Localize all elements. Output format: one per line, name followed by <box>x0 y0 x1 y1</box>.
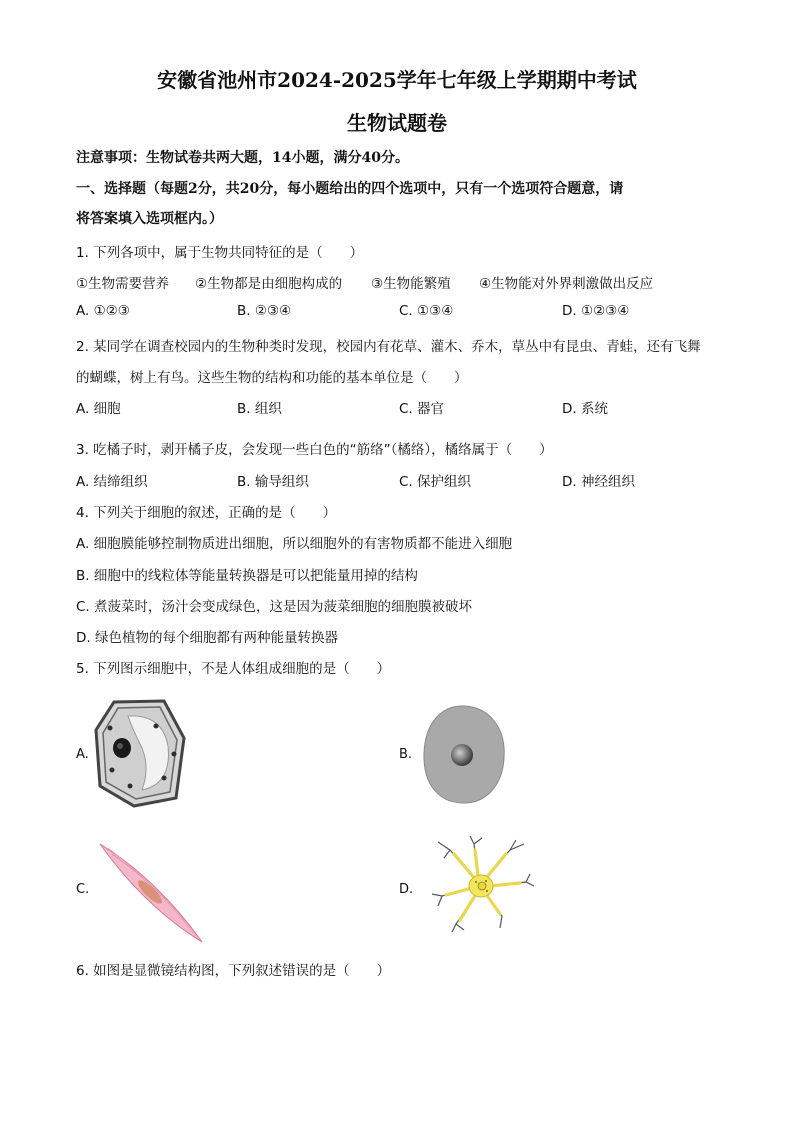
plant-cell-image <box>92 698 188 808</box>
section-heading-line1: 一、选择题（每题2分，共20分，每小题给出的四个选项中，只有一个选项符合题意，请 <box>76 181 624 197</box>
q2-option-b: B. 组织 <box>237 401 282 417</box>
muscle-cell-image <box>98 840 204 944</box>
section-heading-line2: 将答案填入选项框内。） <box>76 211 223 227</box>
q5-stem: 5. 下列图示细胞中，不是人体组成细胞的是（ ） <box>76 661 391 677</box>
q1-item-4: ④生物能对外界刺激做出反应 <box>479 276 654 292</box>
q5-label-a: A. <box>76 747 89 762</box>
q3-option-a: A. 结缔组织 <box>76 474 148 490</box>
q2-option-d: D. 系统 <box>562 401 608 417</box>
q2-option-a: A. 细胞 <box>76 401 121 417</box>
q2-stem-line2: 的蝴蝶，树上有鸟。这些生物的结构和功能的基本单位是（ ） <box>76 370 468 386</box>
q4-option-d: D. 绿色植物的每个细胞都有两种能量转换器 <box>76 630 338 646</box>
q1-item-2: ②生物都是由细胞构成的 <box>195 276 343 292</box>
page-subtitle: 生物试题卷 <box>347 111 447 135</box>
q4-option-a: A. 细胞膜能够控制物质进出细胞，所以细胞外的有害物质都不能进入细胞 <box>76 536 513 552</box>
q1-item-1: ①生物需要营养 <box>76 276 170 292</box>
page-title: 安徽省池州市2024-2025学年七年级上学期期中考试 <box>157 68 637 92</box>
q2-stem-line1: 2. 某同学在调查校园内的生物种类时发现，校园内有花草、灌木、乔木，草丛中有昆虫、青蛙，还有飞舞 <box>76 339 701 355</box>
q1-stem: 1. 下列各项中，属于生物共同特征的是（ ） <box>76 245 364 261</box>
q5-label-d: D. <box>399 882 414 897</box>
notice: 注意事项：生物试卷共两大题，14小题，满分40分。 <box>76 150 409 166</box>
q3-option-b: B. 输导组织 <box>237 474 309 490</box>
q6-stem: 6. 如图是显微镜结构图，下列叙述错误的是（ ） <box>76 963 391 979</box>
q4-option-c: C. 煮菠菜时，汤汁会变成绿色，这是因为菠菜细胞的细胞膜被破坏 <box>76 599 473 615</box>
q5-label-c: C. <box>76 882 90 897</box>
q1-option-c: C. ①③④ <box>399 303 454 319</box>
q5-label-b: B. <box>399 747 413 762</box>
q3-option-c: C. 保护组织 <box>399 474 472 490</box>
round-cell-image <box>420 703 508 807</box>
q1-option-d: D. ①②③④ <box>562 303 630 319</box>
q2-option-c: C. 器官 <box>399 401 445 417</box>
neuron-image <box>430 836 534 932</box>
q1-item-3: ③生物能繁殖 <box>371 276 451 292</box>
q1-option-b: B. ②③④ <box>237 303 292 319</box>
q3-option-d: D. 神经组织 <box>562 474 635 490</box>
q1-option-a: A. ①②③ <box>76 303 130 319</box>
q4-stem: 4. 下列关于细胞的叙述，正确的是（ ） <box>76 505 337 521</box>
q3-stem: 3. 吃橘子时，剥开橘子皮，会发现一些白色的“筋络”（橘络），橘络属于（ ） <box>76 442 553 458</box>
q4-option-b: B. 细胞中的线粒体等能量转换器是可以把能量用掉的结构 <box>76 568 418 584</box>
